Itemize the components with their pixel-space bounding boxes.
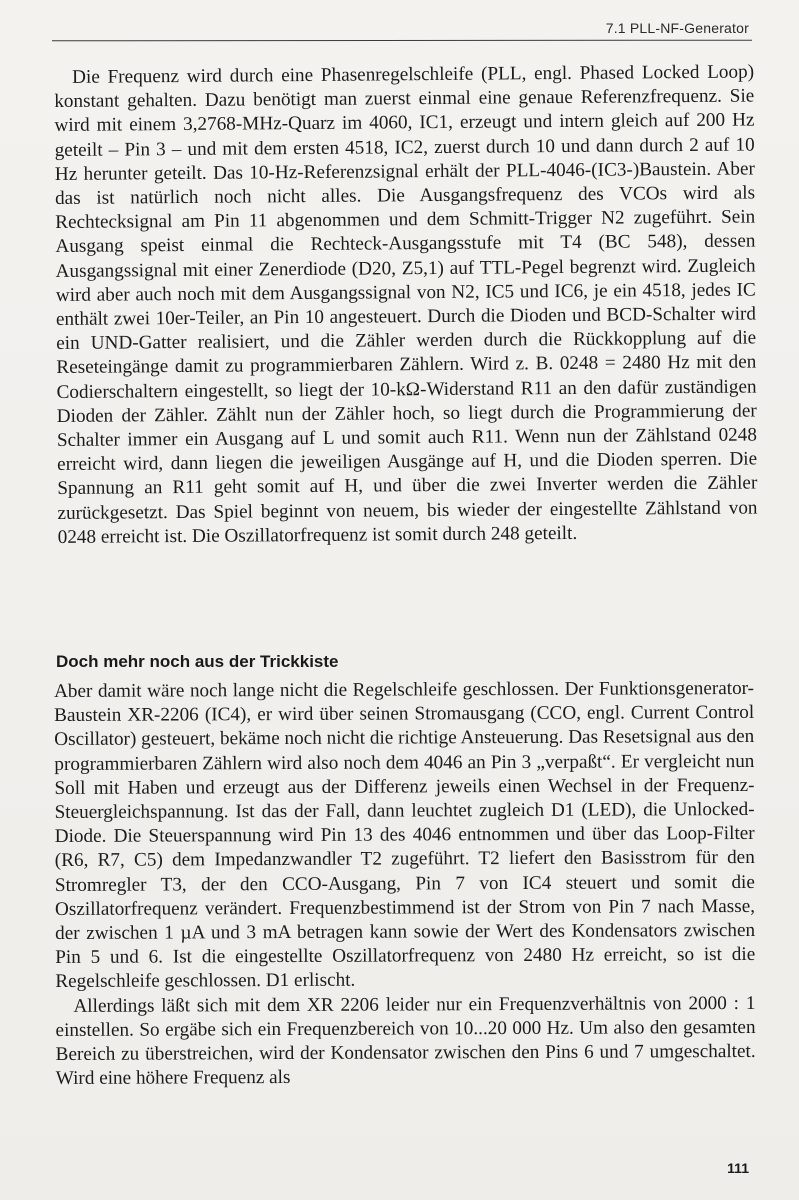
body-text-block-2 bbox=[54, 677, 756, 1092]
body-text-block-1 bbox=[54, 61, 758, 551]
paragraph: Aber damit wäre noch lange nicht die Regelschleife geschlossen. Der Funktionsgenerator-Baustein XR-2206 (IC4), er wird über seinen Stromausgang (CCO, engl. Current Control Oscillator) gesteuert, bekäme noch nicht die richtige Ansteuerung. Das Resetsignal aus den programmierbaren Zählern wird also noch dem 4046 an Pin 3 „verpaßt“. Er vergleicht nun Soll mit Haben und erzeugt aus der Differenz jeweils einen Wechsel in der Frequenz-Steuergleichspannung. Ist das der Fall, dann leuchtet zugleich D1 (LED), die Unlocked-Diode. Die Steuerspannung wird Pin 13 des 4046 entnommen und über das Loop-Filter (R6, R7, C5) dem Impedanzwandler T2 zugeführt. T2 liefert den Basisstrom für den Stromregler T3, der den CCO-Ausgang, Pin 7 von IC4 steuert und somit die Oszillatorfrequenz verändert. Frequenzbestimmend ist der Strom von Pin 7 nach Masse, der zwischen 1 µA und 3 mA betragen kann sowie der Wert des Kondensators zwischen Pin 5 und 6. Ist die eingestellte Oszillatorfrequenz von 2480 Hz erreicht, so ist die Regelschleife geschlossen. D1 erlischt. bbox=[54, 677, 756, 993]
paragraph: Die Frequenz wird durch eine Phasenregelschleife (PLL, engl. Phased Locked Loop) konstant gehalten. Dazu benötigt man zuerst einmal eine genaue Referenzfrequenz. Sie wird mit einem 3,2768-MHz-Quarz im 4060, IC1, erzeugt und intern gleich auf 200 Hz geteilt – Pin 3 – und mit dem ersten 4518, IC2, zuerst durch 10 und dann durch 2 auf 10 Hz herunter geteilt. Das 10-Hz-Referenzsignal erhält der PLL-4046-(IC3-)Baustein. Aber das ist natürlich noch nicht alles. Die Ausgangsfrequenz des VCOs wird als Rechtecksignal am Pin 11 abgenommen und dem Schmitt-Trigger N2 zugeführt. Sein Ausgang speist einmal die Rechteck-Ausgangsstufe mit T4 (BC 548), dessen Ausgangssignal mit einer Zenerdiode (D20, Z5,1) auf TTL-Pegel begrenzt wird. Zugleich wird aber auch noch mit dem Ausgangssignal von N2, IC5 und IC6, je ein 4518, jedes IC enthält zwei 10er-Teiler, an Pin 10 angesteuert. Durch die Dioden und BCD-Schalter wird ein UND-Gatter realisiert, und die Zähler werden durch die Rückkopplung auf die Reseteingänge damit zu programmierbaren Zählern. Wird z. B. 0248 = 2480 Hz mit den Codierschaltern eingestellt, so liegt der 10-kΩ-Widerstand R11 an den dafür zuständigen Dioden der Zähler. Zählt nun der Zähler hoch, so liegt durch die Programmierung der Schalter immer ein Ausgang auf L und somit auch R11. Wenn nun der Zählstand 0248 erreicht wird, dann liegen die jeweiligen Ausgänge auf H, und die Dioden sperren. Die Spannung an R11 geht somit auf H, und über die zwei Inverter werden die Zähler zurückgesetzt. Das Spiel beginnt von neuem, bis wieder der eingestellte Zählstand von 0248 erreicht ist. Die Oszillatorfrequenz ist somit durch 248 geteilt. bbox=[54, 61, 758, 548]
header-rule bbox=[52, 40, 752, 42]
paragraph: Allerdings läßt sich mit dem XR 2206 leider nur ein Frequenzverhältnis von 2000 : 1 einstellen. So ergäbe sich ein Frequenzbereich von 10...20 000 Hz. Um also den gesamten Bereich zu überstreichen, wird der Kondensator zwischen den Pins 6 und 7 umgeschaltet. Wird eine höhere Frequenz als bbox=[55, 992, 756, 1090]
section-heading: Doch mehr noch aus der Trickkiste bbox=[56, 652, 339, 671]
page-number: 111 bbox=[727, 1160, 749, 1176]
running-header: 7.1 PLL-NF-Generator bbox=[605, 20, 749, 36]
